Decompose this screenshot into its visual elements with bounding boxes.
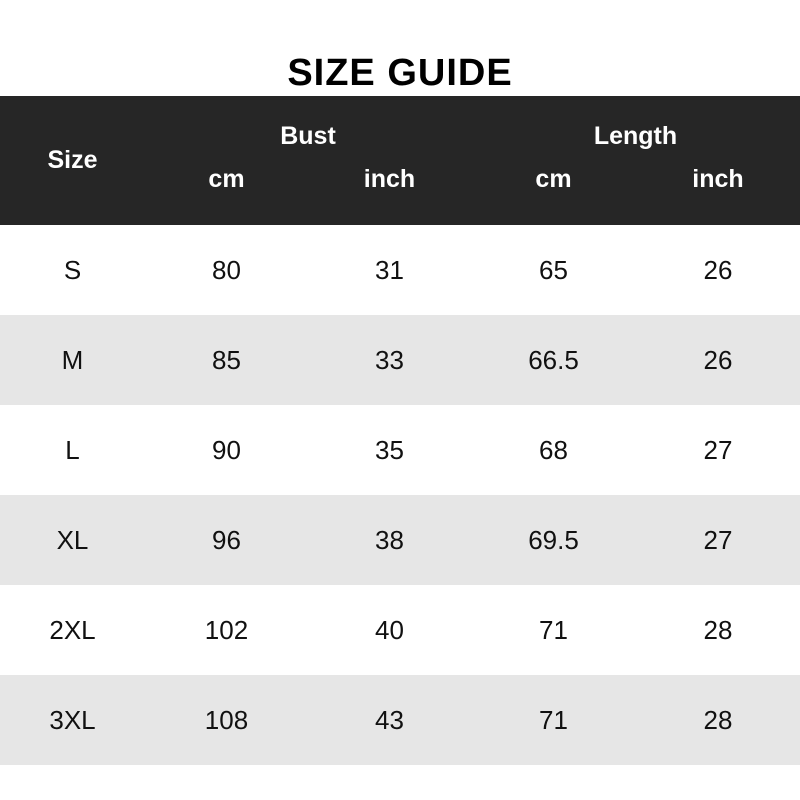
cell-bust-inch: 35 [375,434,404,465]
cell-length-inch: 27 [703,524,733,555]
cell-length-cm: 66.5 [528,344,579,375]
table-row [0,315,800,405]
cell-length-inch: 28 [703,614,733,645]
column-header-bust-cm: cm [145,157,308,225]
table-row [0,225,800,315]
cell-bust-inch: 40 [375,614,404,645]
cell-length-cm: 71 [539,614,568,645]
cell-bust-cm: 102 [204,614,249,645]
cell-size: L [65,434,80,465]
table-header [0,96,800,225]
cell-bust-cm: 85 [212,344,241,375]
cell-size: S [63,254,82,285]
cell-bust-cm: 108 [204,704,249,735]
cell-length-cm: 65 [539,254,568,285]
size-guide-table [0,96,800,765]
cell-bust-cm: 90 [212,434,241,465]
cell-length-inch: 27 [703,434,733,465]
cell-bust-cm: 96 [212,524,241,555]
cell-bust-inch: 43 [375,704,404,735]
cell-bust-inch: 33 [375,344,404,375]
column-header-bust-inch: inch [308,157,471,225]
table-row [0,675,800,765]
header-row-groups [0,96,800,157]
cell-bust-inch: 31 [375,254,404,285]
cell-length-cm: 71 [539,704,568,735]
cell-length-cm: 69.5 [528,524,579,555]
cell-length-inch: 26 [703,254,733,285]
column-header-size: Size [0,96,145,225]
table-row [0,495,800,585]
cell-length-inch: 28 [703,704,733,735]
cell-bust-cm: 80 [212,254,241,285]
cell-size: 2XL [49,614,96,645]
cell-length-cm: 68 [539,434,568,465]
cell-length-inch: 26 [703,344,733,375]
cell-size: 3XL [49,704,96,735]
column-group-length: Length [471,96,800,157]
cell-size: XL [56,524,89,555]
cell-bust-inch: 38 [375,524,404,555]
cell-size: M [61,344,84,375]
column-header-length-cm: cm [471,157,636,225]
column-header-length-inch: inch [636,157,800,225]
table-body [0,225,800,765]
table-row [0,585,800,675]
page-title: SIZE GUIDE [287,52,513,94]
column-group-bust: Bust [145,96,471,157]
table-row [0,405,800,495]
